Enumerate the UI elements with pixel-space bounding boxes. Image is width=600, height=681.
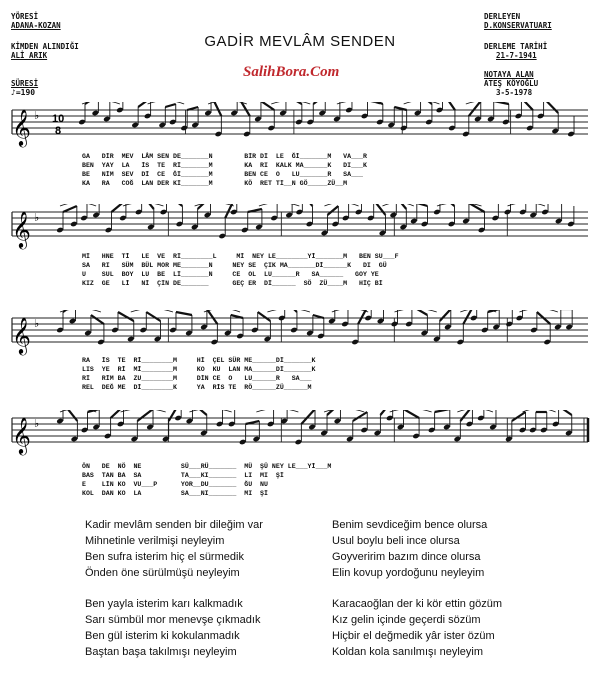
song-title: GADİR MEVLÂM SENDEN [204, 33, 396, 50]
beam [111, 204, 125, 212]
lyric-line: KIZ GE Lİ Nİ ÇİN DE_______ GEÇ ER Dİ______ SÖ ZÜ____M HİÇ Bİ [82, 280, 383, 287]
beam [469, 102, 481, 116]
beam [435, 410, 450, 412]
verse-line: Goyveririm bazım dince olursa [332, 551, 481, 563]
verse-2 [332, 517, 487, 581]
source-value: ALİ ARIK [11, 51, 48, 60]
lyric-line: Mİ HNE Tİ LE VE Rİ________L Mİ NEY LE________Yİ_______M BEN SU___F [82, 253, 399, 260]
beam [544, 102, 559, 113]
time-signature-bottom: 8 [55, 125, 62, 137]
lyric-line: LIS YE Rİ Mİ________M KO KU LAN MA______Dİ_______K [82, 366, 316, 373]
slur [390, 410, 432, 412]
verse-line: Hiçbir el değmedik yâr ister özüm [332, 630, 495, 642]
collector-value: D.KONSERVATUARI [484, 21, 552, 30]
beam [442, 102, 454, 110]
origin-value: ADANA-KOZAN [11, 21, 61, 30]
beam [63, 410, 77, 421]
beam [301, 410, 315, 424]
beam [417, 204, 428, 206]
verse-line: Ben sufra isterim hiç el sürmedik [85, 551, 244, 563]
verse-line: Önden öne sürülmüşü neyleyim [85, 567, 240, 579]
staff-system-2 [0, 204, 600, 256]
beam [285, 310, 297, 312]
beam [165, 104, 175, 107]
beam [137, 410, 153, 421]
verse-line: Baştan başa takılmışı neyleyim [85, 646, 237, 658]
beam [111, 410, 124, 418]
treble-clef-icon: 𝄞 [12, 210, 31, 248]
beam [559, 410, 572, 415]
verse-line: Kız gelin içinde geçerdi sözüm [332, 614, 481, 626]
beam [412, 310, 427, 315]
lyric-line: BE NİM SEV Dİ CE Ğİ_______M BEN CE O LU_______R SA___ [82, 171, 363, 178]
beam [512, 412, 526, 421]
lyric-line: BEN YAY LA İS TE Rİ_______M KA RI KALK MA______K DI___K [82, 162, 367, 169]
duration-label: SÜRESİ [11, 79, 39, 88]
beam [261, 102, 274, 110]
slur [121, 410, 166, 412]
treble-clef-icon: 𝄞 [12, 416, 31, 454]
slur [189, 410, 231, 412]
beam [440, 310, 451, 321]
slur [267, 310, 309, 312]
beam [246, 421, 260, 424]
verse-line: Mihnetinle verilmişi neyleyim [85, 535, 225, 547]
slur [256, 410, 298, 412]
beam [327, 206, 338, 215]
flat-icon: ♭ [34, 211, 40, 224]
slur [508, 204, 546, 206]
lyrics-system-4 [0, 462, 600, 502]
time-signature-top: 10 [52, 113, 65, 125]
beam [258, 312, 271, 321]
lyric-line: SA RI SÜM BÜL MOR ME_______N NEY SE ÇIK MA_______Dİ______K DI GÜ [82, 262, 387, 269]
slur [123, 204, 164, 206]
verse-line: Kadir mevlâm senden bir dileğim var [85, 519, 263, 531]
verse-line: Usul boylu beli ince olursa [332, 535, 460, 547]
lyric-line: KA RA COĞ LAN DER Kİ_______M KÖ RET Tİ__N GÖ_____ZÜ__M [82, 180, 348, 187]
slur [271, 102, 310, 104]
beam [521, 102, 532, 110]
lyric-line: REL DEĞ ME Dİ________K YA RİS TE RÖ______ZÜ______M [82, 384, 312, 391]
verse-line: Ben yayla isterim karı kalkmadık [85, 598, 243, 610]
beam [231, 315, 243, 318]
collector-label: DERLEYEN [484, 12, 521, 21]
lyric-line: ÖN DE NÖ NE SÜ___RÜ_______ MÜ ŞÜ NEY LE___Yİ___M [82, 463, 332, 470]
verse-line: Elin kovup yordoğunu neyleyim [332, 567, 485, 579]
flat-icon: ♭ [34, 109, 40, 122]
collection-date-label: DERLEME TARİHİ [484, 42, 548, 51]
notation-date: 3-5-1978 [496, 88, 533, 97]
verse-line: Koldan kola sanılmışı neyleyim [332, 646, 484, 658]
lyrics-system-3 [0, 356, 600, 396]
watermark-logo: SalihBora.Com [243, 64, 340, 80]
slur [148, 102, 185, 104]
slur [131, 310, 173, 312]
staff-system-3 [0, 310, 600, 362]
beam [91, 315, 104, 324]
lyric-line: KOL DAN KO LA SA___NI_______ MI Şİ [82, 490, 268, 497]
beam [166, 204, 182, 206]
beam [302, 204, 312, 206]
beam [421, 102, 432, 104]
flat-icon: ♭ [34, 417, 40, 430]
lyric-line: Rİ RİM BA ZU________M DİN CE O LU______R SA___ [82, 375, 312, 382]
slur [324, 204, 358, 206]
lyric-line: BAS TAN BA SA TA___KI_______ LI MI Şİ [82, 472, 284, 479]
lyric-line: RA İS TE Rİ________M Hİ ÇEL SÜR ME______Dİ_______K [82, 357, 316, 364]
beam [313, 102, 325, 104]
verse-line: Karacaoğlan der ki kör ettin gözüm [332, 598, 502, 610]
verse-1 [85, 517, 263, 581]
source-label: KİMDEN ALINDIĞI [11, 42, 79, 51]
notation-by-label: NOTAYA ALAN [484, 70, 534, 79]
lyrics-system-2 [0, 252, 600, 292]
beam [460, 410, 472, 421]
slur [337, 102, 380, 104]
beam [138, 102, 150, 107]
lyrics-system-1 [0, 152, 600, 192]
staff-system-4 [0, 410, 600, 462]
beam [176, 312, 192, 315]
verse-line: Ben gül isterim ki kokulanmadık [85, 630, 240, 642]
lyric-line: U SUL BOY LU BE Lİ_______N CE OL LU______R SA______ GOY YE [82, 271, 379, 278]
slur [60, 204, 96, 206]
origin-label: YÖRESİ [11, 12, 39, 21]
beam [313, 315, 324, 318]
verse-4 [332, 596, 502, 660]
beam [353, 412, 367, 421]
staff-system-1 [0, 102, 600, 154]
beam [396, 204, 406, 209]
beam [380, 410, 392, 415]
beam [63, 206, 77, 212]
beam [118, 312, 134, 321]
collection-date-value: 21-7-1941 [496, 51, 537, 60]
beam [146, 312, 160, 321]
treble-clef-icon: 𝄞 [12, 316, 31, 354]
beam [404, 410, 420, 418]
treble-clef-icon: 𝄞 [12, 108, 31, 146]
beam [237, 102, 250, 116]
slur [404, 102, 440, 104]
lyric-line: GA DİR MEV LÂM SEN DE_______N BİR Dİ LE Ğİ_______M VA___R [82, 153, 367, 160]
tempo-marking: ♪=190 [11, 88, 36, 97]
verse-line: Sarı sümbül mor menevşe çıkmadık [85, 614, 261, 626]
flat-icon: ♭ [34, 317, 40, 330]
lyric-line: E LİN KO VU___P YOR__DU_______ ĞU NU [82, 481, 268, 488]
beam [211, 102, 221, 116]
beam [469, 204, 485, 212]
verse-line: Benim sevdiceğim bence olursa [332, 519, 488, 531]
slur [457, 410, 493, 412]
beam [142, 204, 154, 209]
slur [259, 204, 299, 206]
slur [382, 204, 413, 206]
beam [207, 310, 217, 324]
slur [394, 310, 436, 312]
notation-by-value: ATEŞ KÖYOĞLU [484, 79, 539, 88]
slur [519, 310, 557, 312]
beam [286, 102, 302, 104]
verse-3 [85, 596, 260, 660]
slur [332, 310, 368, 312]
